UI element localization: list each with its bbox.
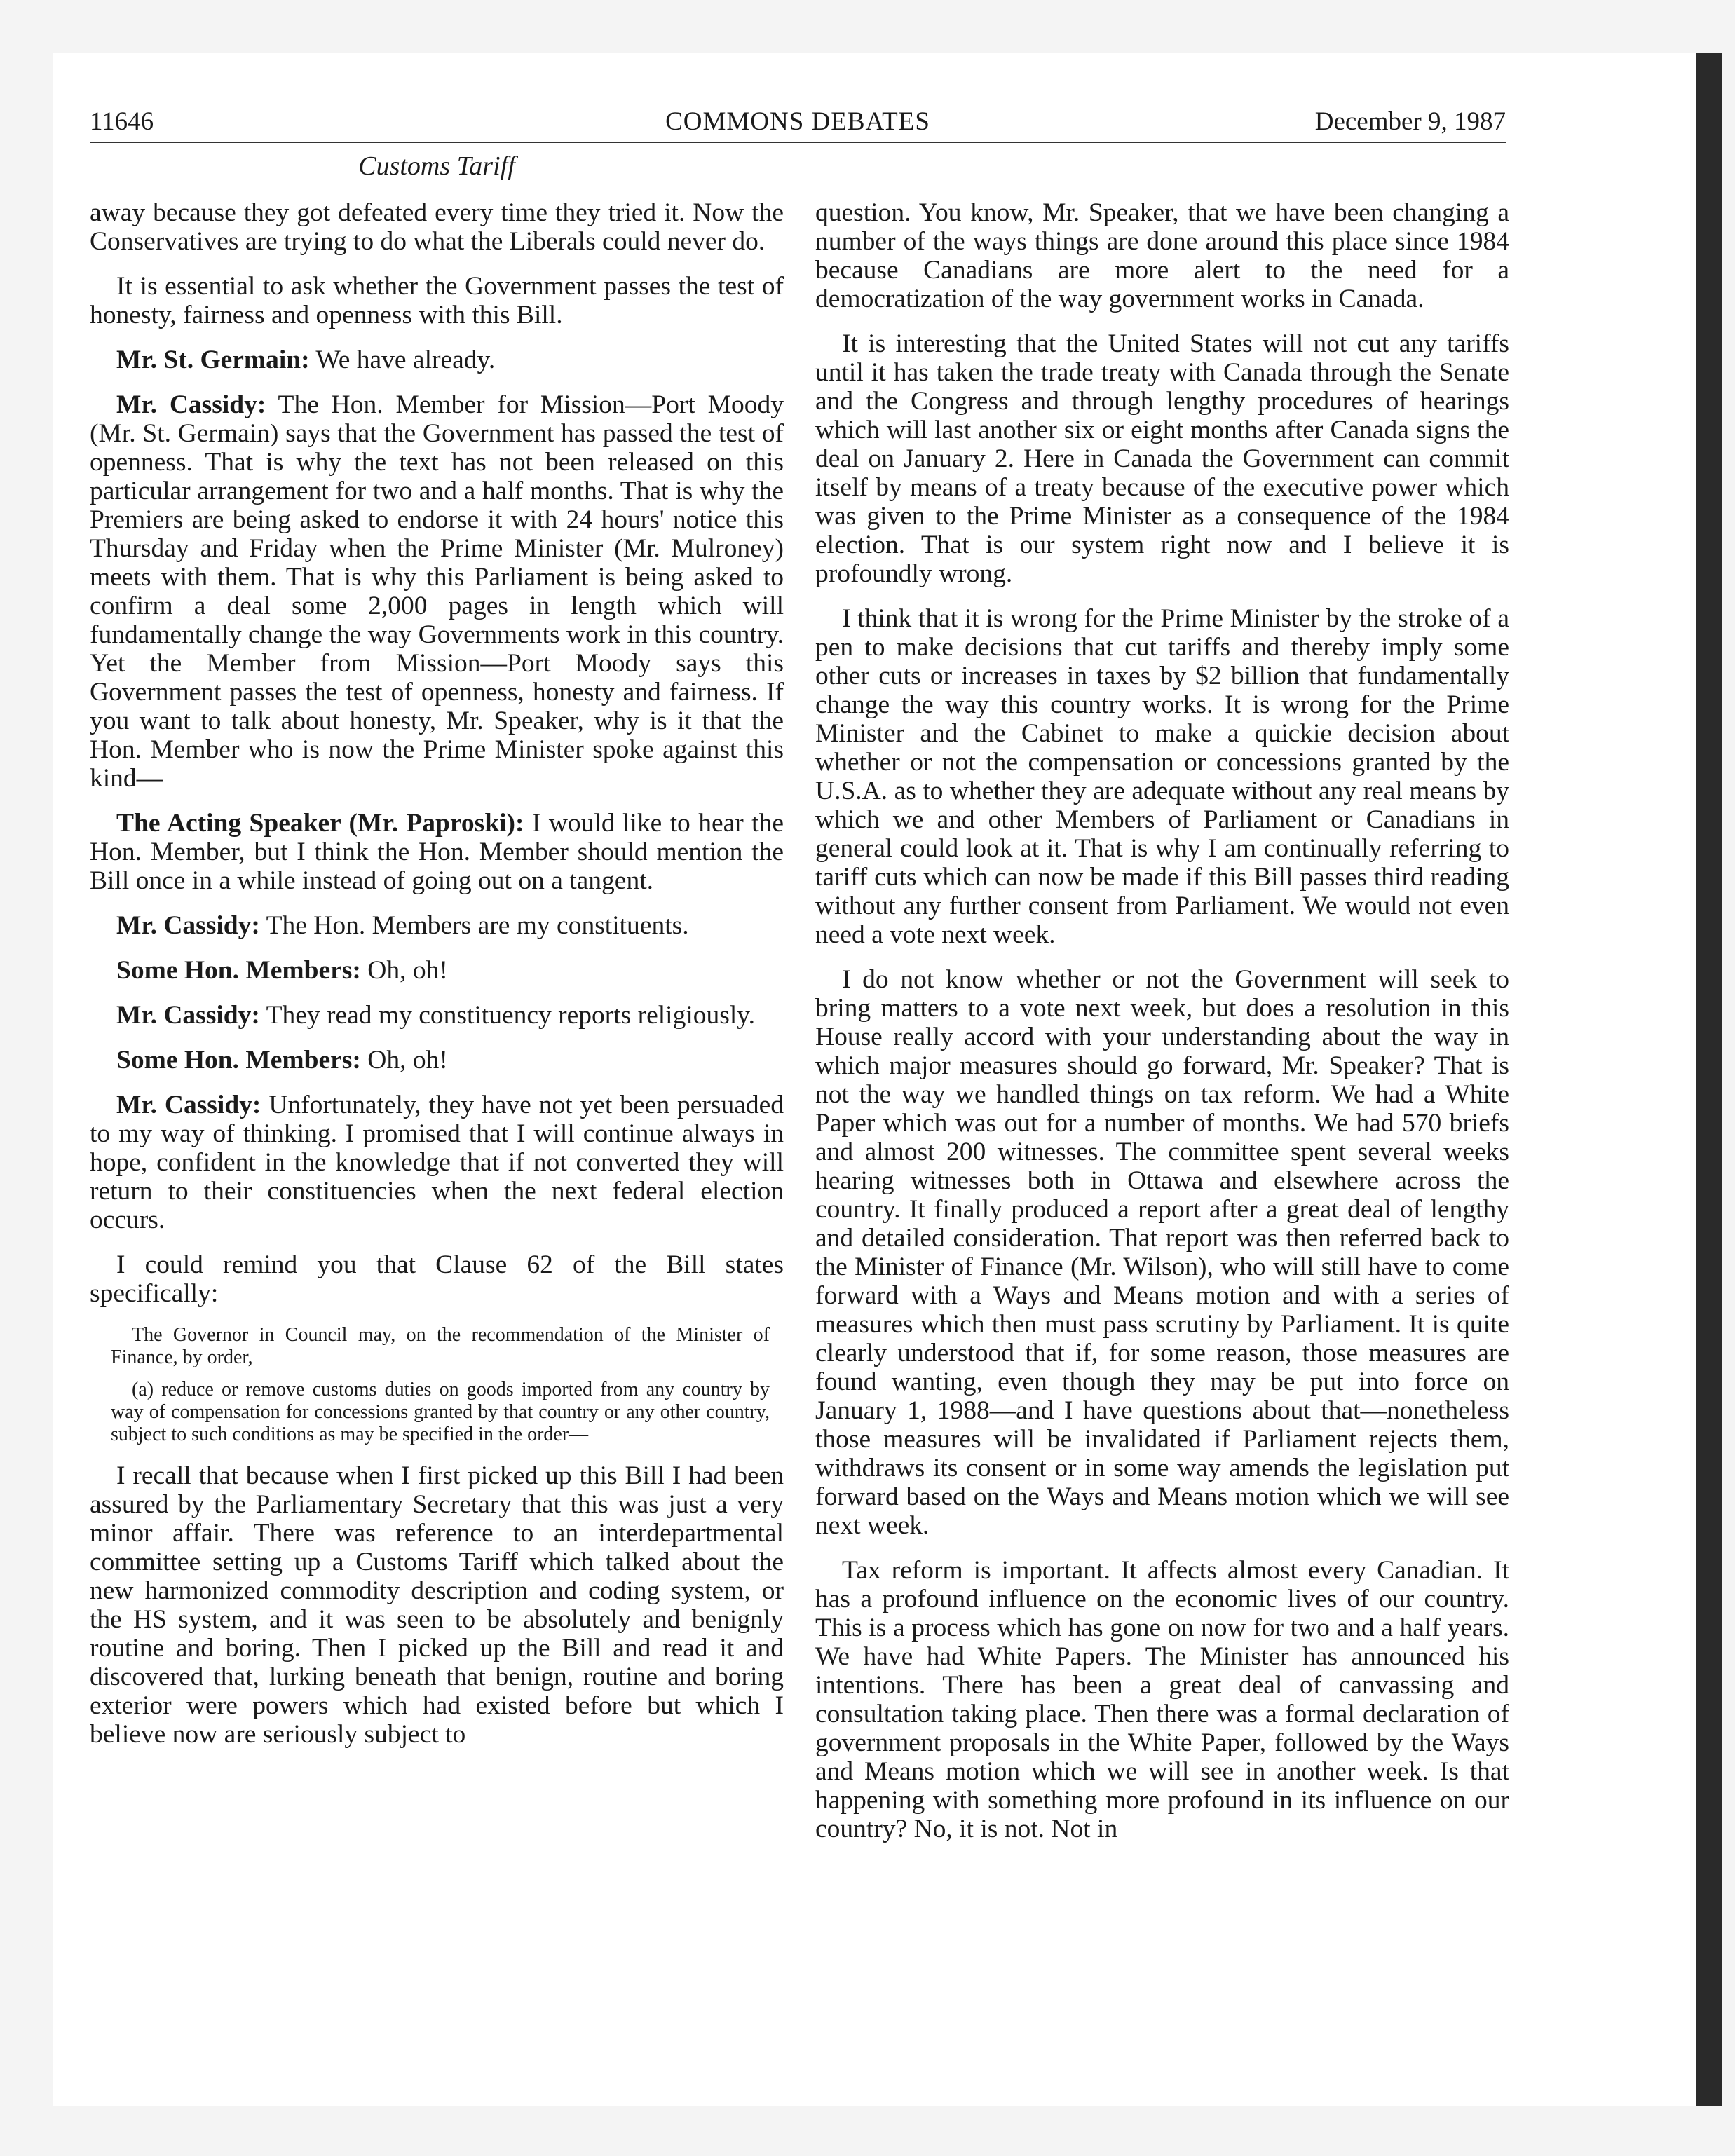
speaker-name: Some Hon. Members: [116, 956, 361, 985]
paragraph: I recall that because when I first picked up this Bill I had been assured by the Parliamentary Secretary that this was just a very minor affair. There was reference to an interdepartmental committee setting up a Customs Tariff which talked about the new harmonized commodity description and coding system, or the HS system, and it was seen to be absolutely and benignly routine and boring. Then I picked up the Bill and read it and discovered that, lurking beneath that benign, routine and boring exterior were powers which had existed before but which I believe now are seriously subject to [90, 1461, 784, 1749]
paragraph: It is essential to ask whether the Government passes the test of honesty, fairness and openness with this Bill. [90, 272, 784, 329]
paragraph: I do not know whether or not the Government will seek to bring matters to a vote next week, but does a resolution in this House really accord with your understanding about the way in which major measures should go forward, Mr. Speaker? That is not the way we handled things on tax reform. We had a White Paper which was out for a number of months. We had 570 briefs and almost 200 witnesses. The committee spent several weeks hearing witnesses both in Ottawa and elsewhere across the country. It finally produced a report after a great deal of lengthy and detailed consideration. That report was then referred back to the Minister of Finance (Mr. Wilson), who will still have to come forward with a Ways and Means motion and with a series of measures which then must pass scrutiny by Parliament. It is quite clearly understood that if, for some reason, those measures are found wanting, even though they may be put into force on January 1, 1988—and I have questions about that—nonetheless those measures will be invalidated if Parliament rejects them, withdraws its consent or in some way amends the legislation put forward based on the Ways and Means motion which we will see next week. [815, 965, 1509, 1540]
scan-edge [1696, 53, 1722, 2106]
page-header [90, 107, 1506, 143]
left-column [90, 198, 784, 1765]
paragraph: Mr. Cassidy: Unfortunately, they have not yet been persuaded to my way of thinking. I promised that I will continue always in hope, confident in the knowledge that if not converted they will return to their constituencies when the next federal election occurs. [90, 1091, 784, 1234]
publication-title: COMMONS DEBATES [665, 107, 930, 136]
page-number: 11646 [90, 107, 154, 136]
block-quote: The Governor in Council may, on the recommendation of the Minister of Finance, by order, [111, 1324, 770, 1368]
paragraph: question. You know, Mr. Speaker, that we have been changing a number of the ways things are done around this place since 1984 because Canadians are more alert to the need for a democratization of the way government works in Canada. [815, 198, 1509, 313]
paragraph: Mr. Cassidy: They read my constituency reports religiously. [116, 1001, 755, 1030]
section-title: Customs Tariff [358, 151, 515, 181]
right-column [815, 198, 1509, 1860]
paragraph: Mr. Cassidy: The Hon. Members are my constituents. [116, 911, 689, 940]
paragraph: The Acting Speaker (Mr. Paproski): I would like to hear the Hon. Member, but I think the Hon. Member should mention the Bill once in a while instead of going out on a tangent. [90, 809, 784, 895]
paragraph: away because they got defeated every time they tried it. Now the Conservatives are trying to do what the Liberals could never do. [90, 198, 784, 256]
paragraph: It is interesting that the United States will not cut any tariffs until it has taken the trade treaty with Canada through the Senate and the Congress and through lengthy procedures of hearings which will last another six or eight months after Canada signs the deal on January 2. Here in Canada the Government can commit itself by means of a treaty because of the executive power which was given to the Prime Minister as a consequence of the 1984 election. That is our system right now and I believe it is profoundly wrong. [815, 329, 1509, 588]
speaker-name: Mr. Cassidy: [116, 1001, 260, 1030]
speaker-name: Mr. Cassidy: [116, 911, 260, 940]
speaker-name: Mr. Cassidy: [116, 390, 266, 419]
paragraph: Some Hon. Members: Oh, oh! [116, 1046, 448, 1074]
block-quote-item: (a) reduce or remove customs duties on goods imported from any country by way of compensation for concessions granted by that country or any other country, subject to such conditions as may be specified in the order— [111, 1379, 770, 1445]
speaker-name: The Acting Speaker (Mr. Paproski): [116, 809, 524, 838]
page-date: December 9, 1987 [1314, 107, 1506, 136]
paragraph: I think that it is wrong for the Prime Minister by the stroke of a pen to make decisions that cut tariffs and thereby imply some other cuts or increases in taxes by $2 billion that fundamentally change the way this country works. It is wrong for the Prime Minister and the Cabinet to make a quickie decision about whether or not the compensation or concessions granted by the U.S.A. as to whether they are adequate without any real means by which we and other Members of Parliament or Canadians in general could look at it. That is why I am continually referring to tariff cuts which can now be made if this Bill passes third reading without any further consent from Parliament. We would not even need a vote next week. [815, 604, 1509, 949]
speaker-name: Mr. St. Germain: [116, 346, 310, 374]
speaker-name: Some Hon. Members: [116, 1046, 361, 1074]
paragraph: I could remind you that Clause 62 of the Bill states specifically: [90, 1250, 784, 1308]
speaker-name: Mr. Cassidy: [116, 1091, 261, 1119]
paragraph: Mr. Cassidy: The Hon. Member for Mission—Port Moody (Mr. St. Germain) says that the Government has passed the test of openness. That is why the text has not been released on this particular arrangement for two and a half months. That is why the Premiers are being asked to endorse it with 24 hours' notice this Thursday and Friday when the Prime Minister (Mr. Mulroney) meets with them. That is why this Parliament is being asked to confirm a deal some 2,000 pages in length which will fundamentally change the way Governments work in this country. Yet the Member from Mission—Port Moody says this Government passes the test of openness, honesty and fairness. If you want to talk about honesty, Mr. Speaker, why is it that the Hon. Member who is now the Prime Minister spoke against this kind— [90, 390, 784, 793]
paragraph: Mr. St. Germain: We have already. [116, 346, 496, 374]
paragraph: Some Hon. Members: Oh, oh! [116, 956, 448, 985]
paragraph: Tax reform is important. It affects almost every Canadian. It has a profound influence on the economic lives of our country. This is a process which has gone on now for two and a half years. We have had White Papers. The Minister has announced his intentions. There has been a great deal of canvassing and consultation taking place. Then there was a formal declaration of government proposals in the White Paper, followed by the Ways and Means motion which we will see in another week. Is that happening with something more profound in its influence on our country? No, it is not. Not in [815, 1556, 1509, 1843]
